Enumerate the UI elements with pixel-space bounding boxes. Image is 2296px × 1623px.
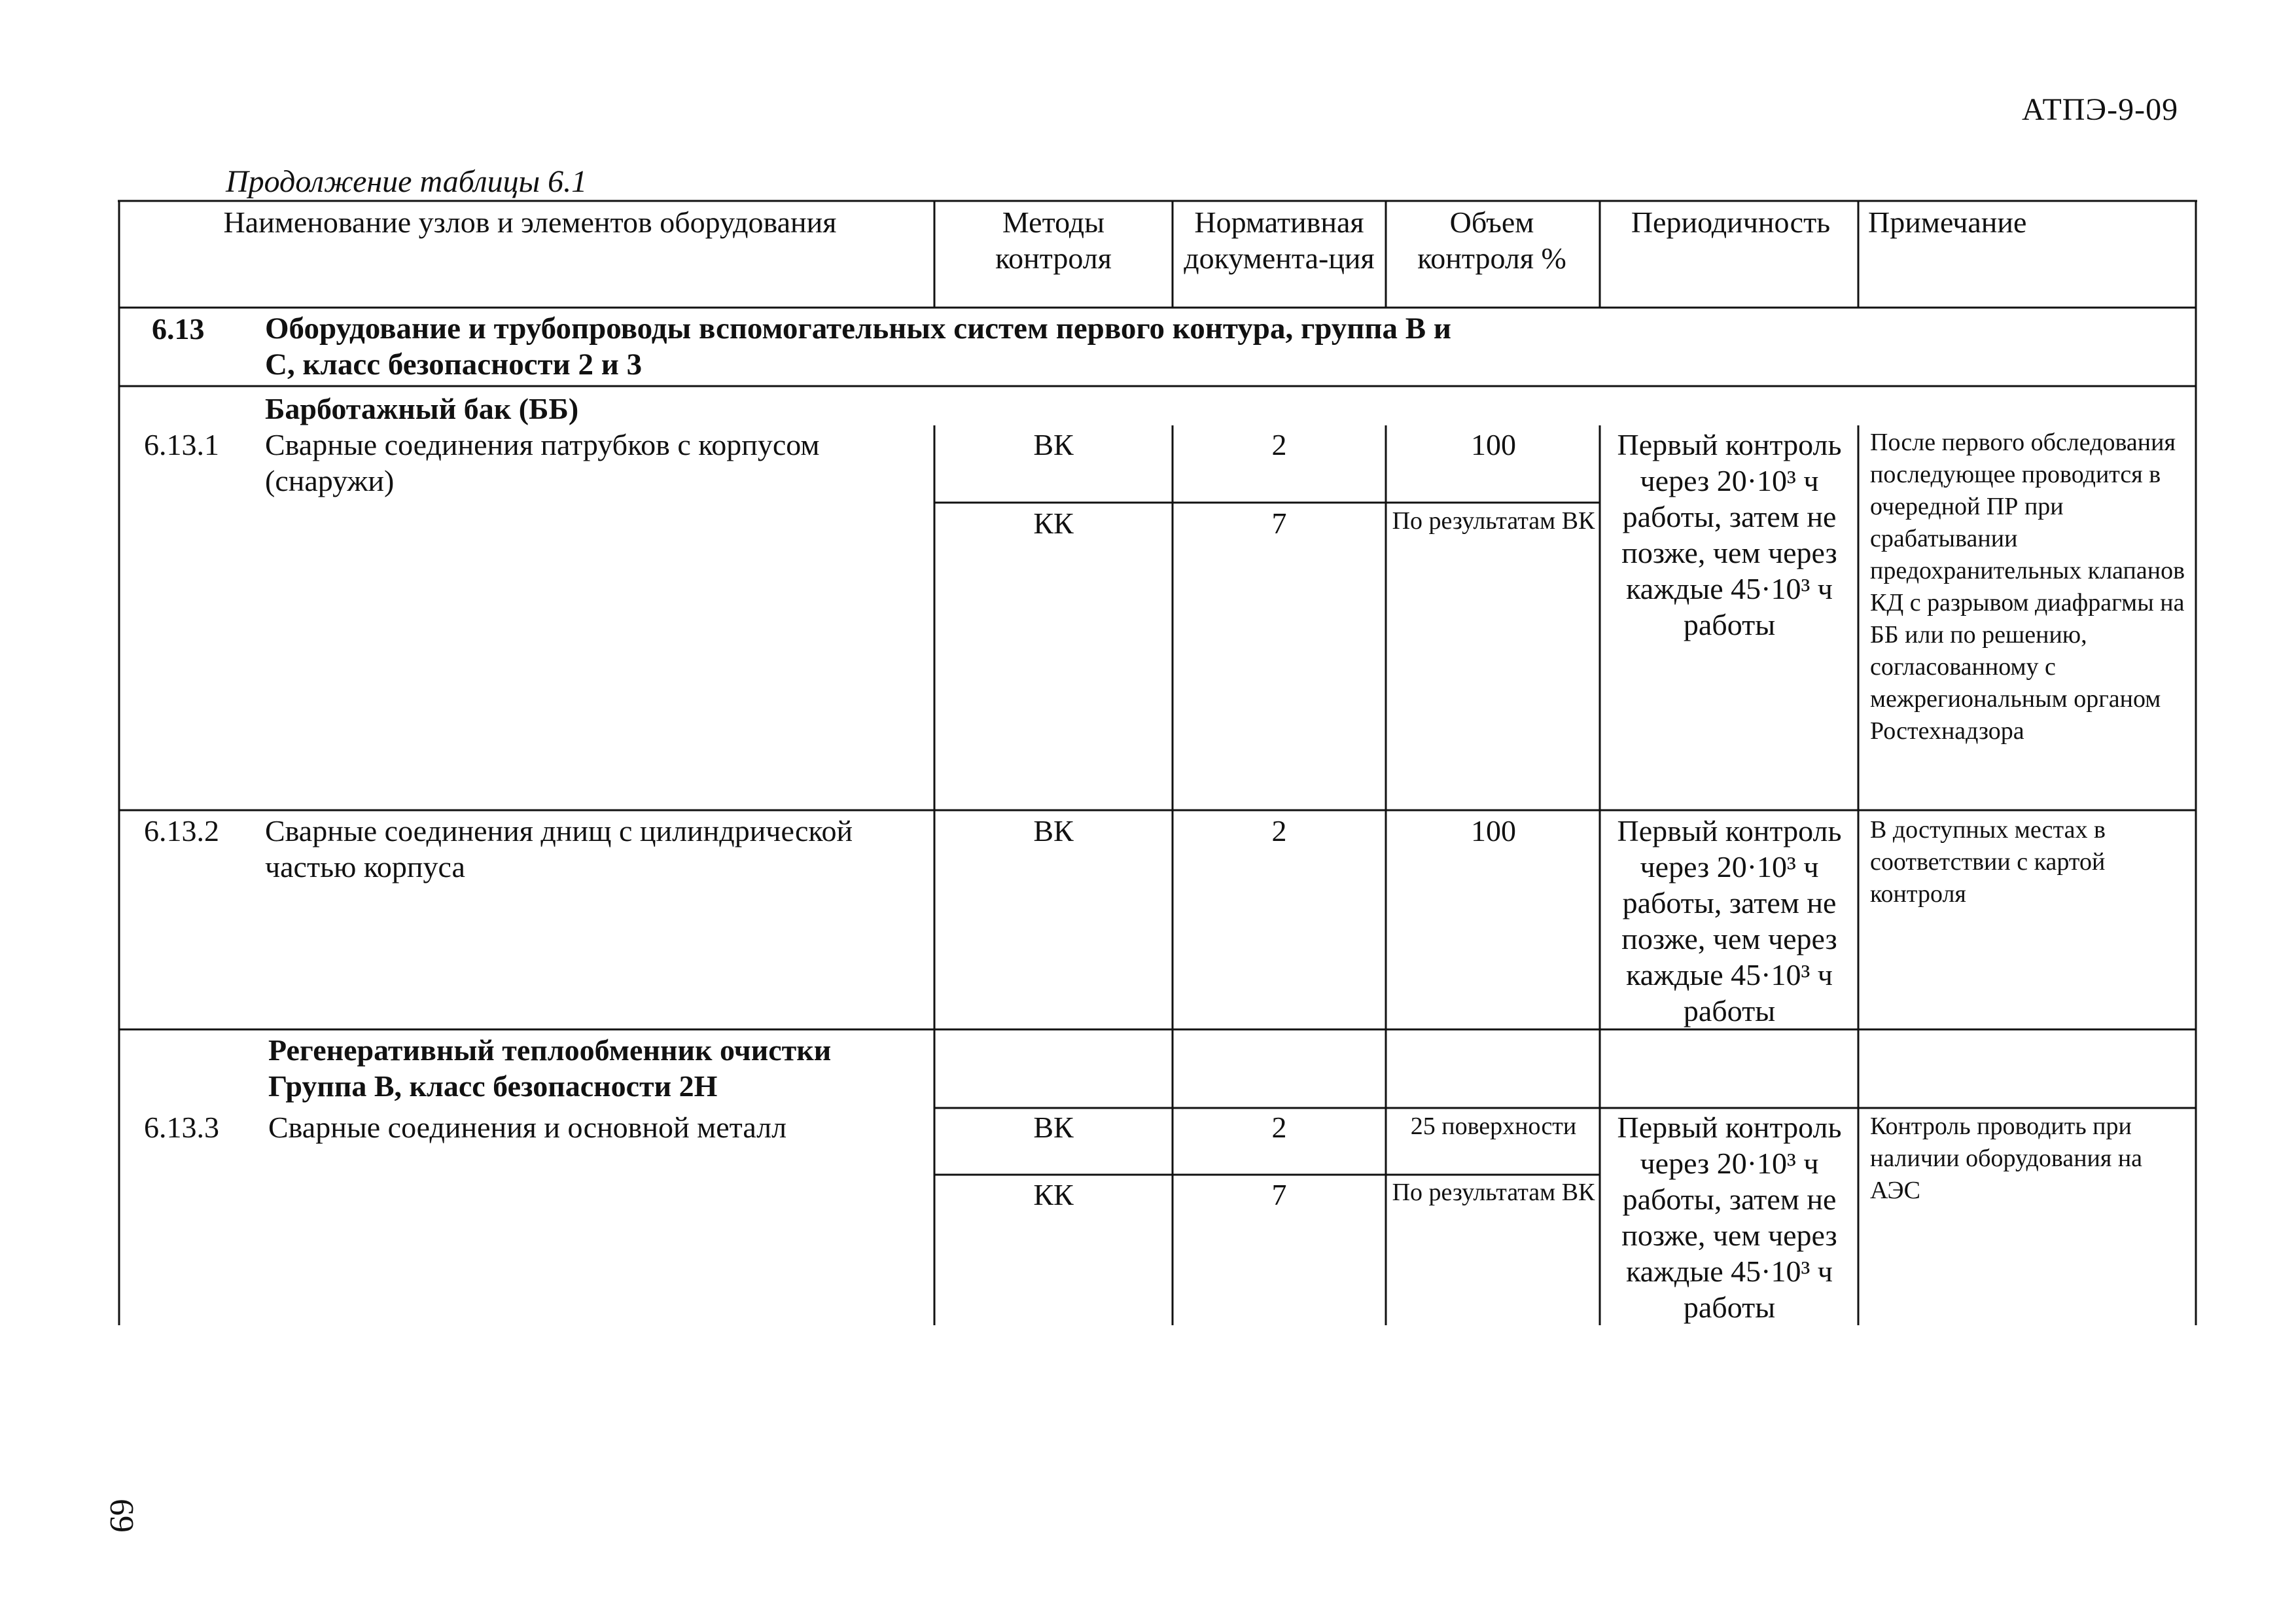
norm-doc-cell: 7 bbox=[1271, 1178, 1287, 1211]
method-cell: ВК bbox=[1033, 428, 1074, 461]
method-cell: ВК bbox=[1033, 814, 1074, 847]
note-cell: После первого обследования последующее проводится в очередной ПР при срабатывании предохранительных клапанов КД с разрывом диафрагмы на ББ или по решению, согласованному с межрегиональным органом Ростехнадзора bbox=[1870, 429, 2185, 745]
volume-cell: 25 поверхности bbox=[1410, 1113, 1577, 1140]
norm-doc-cell: 2 bbox=[1271, 814, 1287, 847]
row-name: Сварные соединения патрубков с корпусом (снаружи) bbox=[265, 428, 820, 497]
volume-cell: 100 bbox=[1471, 814, 1516, 847]
method-cell: КК bbox=[1033, 1178, 1074, 1211]
header-period: Периодичность bbox=[1631, 205, 1831, 239]
subsection-title: Регенеративный теплообменник очистки bbox=[268, 1033, 832, 1067]
header-note: Примечание bbox=[1868, 205, 2027, 239]
subsection-title: Барботажный бак (ББ) bbox=[265, 392, 579, 425]
norm-doc-cell: 2 bbox=[1271, 1111, 1287, 1144]
period-cell: Первый контроль через 20·10³ ч работы, затем не позже, чем через каждые 45·10³ ч работы bbox=[1617, 1111, 1842, 1324]
row-number: 6.13.3 bbox=[144, 1111, 219, 1144]
row-name: Сварные соединения и основной металл bbox=[268, 1111, 787, 1144]
period-cell: Первый контроль через 20·10³ ч работы, затем не позже, чем через каждые 45·10³ ч работы bbox=[1617, 814, 1842, 1027]
volume-cell: По результатам ВК bbox=[1392, 507, 1595, 535]
note-cell: В доступных местах в соответствии с картой контроля bbox=[1870, 816, 2106, 908]
header-name: Наименование узлов и элементов оборудования bbox=[223, 205, 837, 239]
volume-cell: 100 bbox=[1471, 428, 1516, 461]
method-cell: ВК bbox=[1033, 1111, 1074, 1144]
subsection-group: Группа В, класс безопасности 2Н bbox=[268, 1069, 718, 1103]
table-caption: Продолжение таблицы 6.1 bbox=[226, 164, 588, 199]
note-cell: Контроль проводить при наличии оборудования на АЭС bbox=[1870, 1113, 2143, 1204]
period-cell: Первый контроль через 20·10³ ч работы, затем не позже, чем через каждые 45·10³ ч работы bbox=[1617, 428, 1842, 641]
row-number: 6.13.1 bbox=[144, 428, 219, 461]
section-title: Оборудование и трубопроводы вспомогательных систем первого контура, группа В и С, класс безопасности 2 и 3 bbox=[265, 312, 1451, 382]
method-cell: КК bbox=[1033, 507, 1074, 540]
page-number: 69 bbox=[103, 1499, 140, 1533]
section-number: 6.13 bbox=[152, 312, 205, 346]
document-code: АТПЭ-9-09 bbox=[2022, 92, 2179, 127]
norm-doc-cell: 7 bbox=[1271, 507, 1287, 540]
header-volume: Объем контроля % bbox=[1417, 205, 1566, 275]
norm-doc-cell: 2 bbox=[1271, 428, 1287, 461]
volume-cell: По результатам ВК bbox=[1392, 1179, 1595, 1206]
header-methods: Методы контроля bbox=[995, 205, 1112, 275]
header-norm-doc: Нормативная документа-ция bbox=[1184, 205, 1375, 275]
row-name: Сварные соединения днищ с цилиндрической частью корпуса bbox=[265, 814, 853, 883]
row-number: 6.13.2 bbox=[144, 814, 219, 847]
